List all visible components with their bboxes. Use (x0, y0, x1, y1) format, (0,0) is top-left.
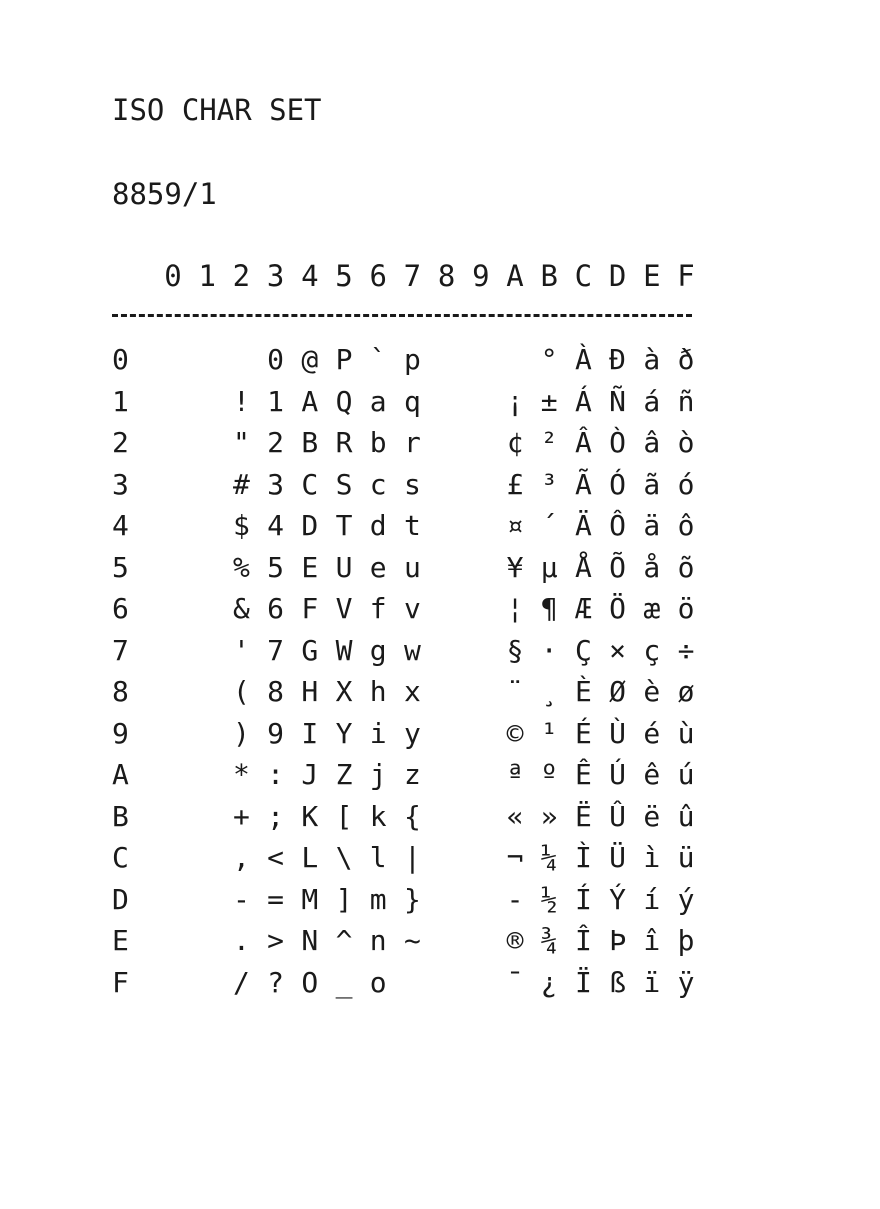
char-cell: & (232, 592, 250, 625)
char-cell: ¸ (540, 675, 558, 708)
char-cell: Ý (609, 882, 627, 916)
char-cell: ¤ (506, 509, 524, 542)
char-cell: ¢ (506, 426, 524, 459)
row-label: 6 (112, 592, 129, 625)
char-cell: / (232, 965, 250, 999)
char-cell: ¥ (506, 550, 524, 584)
char-cell: ; (267, 799, 285, 833)
char-cell: Ü (609, 841, 627, 874)
char-cell: Ê (574, 758, 592, 791)
char-cell: | (403, 841, 421, 874)
char-cell: u (403, 550, 421, 584)
char-cell: ß (609, 965, 627, 999)
row-label: 0 (112, 343, 129, 376)
char-cell: ] (335, 882, 353, 916)
char-cell: § (506, 633, 524, 667)
char-cell: ) (232, 716, 250, 750)
char-cell: : (267, 758, 285, 791)
column-header: 9 (472, 259, 490, 293)
char-cell: ? (267, 965, 285, 999)
char-cell: $ (232, 509, 250, 542)
row-label: 7 (112, 633, 129, 667)
char-cell: ç (643, 633, 661, 667)
char-cell: ' (232, 633, 250, 667)
char-cell: ~ (403, 924, 421, 957)
char-cell: Ç (574, 633, 592, 667)
column-header: 2 (232, 259, 251, 293)
char-cell: î (643, 924, 661, 957)
char-cell: B (301, 426, 319, 459)
char-cell: I (301, 716, 319, 750)
char-cell: p (403, 343, 421, 376)
column-header: 8 (437, 259, 456, 293)
char-cell: ò (677, 426, 695, 459)
column-header: 4 (301, 259, 319, 293)
char-cell: k (369, 799, 387, 833)
column-header: C (574, 259, 593, 293)
char-cell: Ë (574, 799, 592, 833)
char-cell: f (369, 592, 387, 625)
char-cell: ^ (335, 924, 353, 957)
char-cell: ¼ (540, 841, 558, 874)
char-cell: w (403, 633, 421, 667)
char-cell: 6 (267, 592, 285, 625)
char-cell: _ (335, 965, 353, 999)
char-cell: h (369, 675, 387, 708)
row-label: 8 (112, 675, 129, 708)
char-cell: z (403, 758, 421, 791)
char-cell: ½ (540, 882, 558, 916)
char-cell: ñ (677, 384, 695, 418)
char-cell: º (540, 758, 558, 791)
char-cell: ÿ (677, 965, 695, 999)
char-cell: O (301, 965, 319, 999)
char-cell: ! (232, 384, 250, 418)
char-cell: þ (677, 924, 695, 957)
char-cell: Ô (609, 509, 627, 542)
char-cell: A (301, 384, 319, 418)
char-cell: } (403, 882, 421, 916)
row-label: F (112, 965, 129, 999)
char-cell: é (643, 716, 661, 750)
char-cell: Q (335, 384, 353, 418)
char-cell: × (609, 633, 627, 667)
header-divider (112, 314, 692, 317)
char-cell: R (335, 426, 353, 459)
char-cell: û (677, 799, 695, 833)
column-header: E (643, 259, 661, 293)
char-cell: T (335, 509, 353, 542)
char-cell: Á (574, 384, 592, 418)
char-cell: 9 (267, 716, 285, 750)
char-cell: ¡ (506, 384, 524, 418)
char-cell: ù (677, 716, 695, 750)
char-cell: ë (643, 799, 661, 833)
char-cell: d (369, 509, 387, 542)
char-cell: Î (574, 924, 592, 957)
char-cell: ( (232, 675, 250, 708)
char-cell: í (643, 882, 661, 916)
char-cell: ÷ (677, 633, 695, 667)
char-cell: ã (643, 467, 661, 501)
page-subtitle: 8859/1 (112, 177, 217, 211)
char-cell: Ö (609, 592, 627, 625)
char-cell: õ (677, 550, 695, 584)
column-header: 1 (198, 259, 216, 293)
char-cell: ² (540, 426, 558, 459)
char-cell: á (643, 384, 661, 418)
char-cell: Å (574, 550, 592, 584)
char-cell: ¯ (506, 965, 524, 999)
char-cell: , (232, 841, 250, 874)
char-cell: Û (609, 799, 627, 833)
char-cell: ¾ (540, 924, 558, 957)
char-cell: 0 (267, 343, 285, 376)
char-cell: v (403, 592, 421, 625)
char-cell: [ (335, 799, 353, 833)
char-cell: P (335, 343, 353, 376)
char-cell: 4 (267, 509, 285, 542)
char-cell: Þ (609, 924, 627, 957)
column-header: 3 (266, 259, 285, 293)
char-cell: â (643, 426, 661, 459)
char-cell: Ó (609, 467, 627, 501)
char-cell: ° (540, 343, 558, 376)
row-label: 3 (112, 467, 129, 501)
char-cell: # (232, 467, 250, 501)
char-cell: < (267, 841, 285, 874)
char-cell: Ä (574, 509, 592, 542)
char-cell: 5 (267, 550, 285, 584)
char-cell: ¶ (540, 592, 558, 625)
char-cell: i (369, 716, 387, 750)
char-cell: j (369, 758, 387, 791)
char-cell: ø (677, 675, 695, 708)
char-cell: £ (506, 467, 524, 501)
char-cell: » (540, 799, 558, 833)
char-cell: - (506, 882, 524, 916)
char-cell: É (574, 716, 592, 750)
char-cell: V (335, 592, 353, 625)
column-header: F (677, 259, 695, 293)
char-cell: Ñ (609, 384, 627, 418)
column-header: B (540, 259, 558, 293)
char-cell: å (643, 550, 661, 584)
char-cell: y (403, 716, 421, 750)
char-cell: ´ (540, 509, 558, 542)
char-cell: Ï (574, 965, 592, 999)
char-cell: ¿ (540, 965, 558, 999)
char-cell: D (301, 509, 319, 542)
row-label: D (112, 882, 129, 916)
column-header: 5 (335, 259, 353, 293)
char-cell: " (232, 426, 250, 459)
row-label: E (112, 924, 129, 957)
char-cell: ö (677, 592, 695, 625)
char-cell: { (403, 799, 421, 833)
char-cell: è (643, 675, 661, 708)
row-label: B (112, 799, 129, 833)
char-cell: µ (540, 550, 558, 584)
char-cell: ì (643, 841, 661, 874)
row-label: 4 (112, 509, 129, 542)
char-cell: F (301, 592, 319, 625)
char-cell: ¦ (506, 592, 524, 625)
char-cell: x (403, 675, 421, 708)
char-cell: 3 (267, 467, 285, 501)
char-cell: ó (677, 467, 695, 501)
char-cell: ¹ (540, 716, 558, 750)
char-cell: m (369, 882, 387, 916)
char-cell: Â (574, 426, 592, 459)
char-cell: K (301, 799, 319, 833)
char-cell: ¬ (506, 841, 524, 874)
char-cell: q (403, 384, 421, 418)
char-cell: S (335, 467, 353, 501)
char-cell: « (506, 799, 524, 833)
char-cell: e (369, 550, 387, 584)
char-cell: © (506, 716, 524, 750)
column-header: D (608, 259, 627, 293)
char-cell: > (267, 924, 285, 957)
char-cell: Ù (609, 716, 627, 750)
row-label: 1 (112, 384, 129, 418)
column-header: 6 (369, 259, 387, 293)
char-cell: Ò (609, 426, 627, 459)
page-title: ISO CHAR SET (112, 93, 322, 127)
row-label: A (112, 758, 129, 791)
row-label: 5 (112, 550, 129, 584)
char-cell: = (267, 882, 285, 916)
char-cell: ê (643, 758, 661, 791)
char-cell: a (369, 384, 387, 418)
char-cell: Ã (574, 467, 592, 501)
char-cell: Ú (609, 758, 627, 791)
char-cell: % (232, 550, 250, 584)
column-header: 7 (403, 259, 422, 293)
char-cell: U (335, 550, 353, 584)
char-cell: H (301, 675, 319, 708)
char-cell: C (301, 467, 319, 501)
char-cell: - (232, 882, 250, 916)
char-cell: ú (677, 758, 695, 791)
column-header: 0 (164, 259, 182, 293)
char-cell: Õ (609, 550, 627, 584)
char-cell: M (301, 882, 319, 916)
char-cell: ® (506, 924, 524, 957)
char-cell: . (232, 924, 250, 957)
char-cell: Y (335, 716, 353, 750)
char-cell: ` (369, 343, 387, 376)
row-label: 9 (112, 716, 129, 750)
char-cell: + (232, 799, 250, 833)
char-cell: Æ (574, 592, 592, 625)
char-cell: J (301, 758, 319, 791)
char-cell: ý (677, 882, 695, 916)
char-cell: 2 (267, 426, 285, 459)
char-cell: \ (335, 841, 353, 874)
char-cell: À (574, 343, 592, 376)
column-header: A (506, 259, 524, 293)
char-cell: ï (643, 965, 661, 999)
char-cell: · (540, 633, 558, 667)
char-cell: È (574, 675, 592, 708)
char-cell: æ (643, 592, 661, 625)
char-cell: ¨ (506, 675, 524, 708)
char-cell: l (369, 841, 387, 874)
char-cell: @ (301, 343, 319, 376)
char-cell: Ì (574, 841, 592, 874)
char-cell: c (369, 467, 387, 501)
char-cell: ± (540, 384, 558, 418)
char-cell: Í (574, 882, 592, 916)
char-cell: ð (677, 343, 695, 376)
char-cell: G (301, 633, 319, 667)
char-cell: Ø (609, 675, 627, 708)
char-cell: ä (643, 509, 661, 542)
char-cell: 7 (267, 633, 285, 667)
char-cell: Z (335, 758, 353, 791)
char-cell: ³ (540, 467, 558, 501)
char-cell: g (369, 633, 387, 667)
char-cell: ô (677, 509, 695, 542)
char-cell: 8 (267, 675, 285, 708)
char-cell: o (369, 965, 387, 999)
char-cell: E (301, 550, 319, 584)
char-cell: t (403, 509, 421, 542)
char-cell: L (301, 841, 319, 874)
row-label: 2 (112, 426, 129, 459)
char-cell: à (643, 343, 661, 376)
char-cell: W (335, 633, 353, 667)
char-cell: X (335, 675, 353, 708)
char-cell: ª (506, 758, 524, 791)
char-cell: s (403, 467, 421, 501)
char-cell: N (301, 924, 319, 957)
char-cell: ü (677, 841, 695, 874)
char-cell: 1 (267, 384, 285, 418)
char-cell: n (369, 924, 387, 957)
char-cell: * (232, 758, 250, 791)
row-label: C (112, 841, 129, 874)
char-cell: r (403, 426, 421, 459)
char-cell: Ð (609, 343, 627, 376)
char-cell: b (369, 426, 387, 459)
